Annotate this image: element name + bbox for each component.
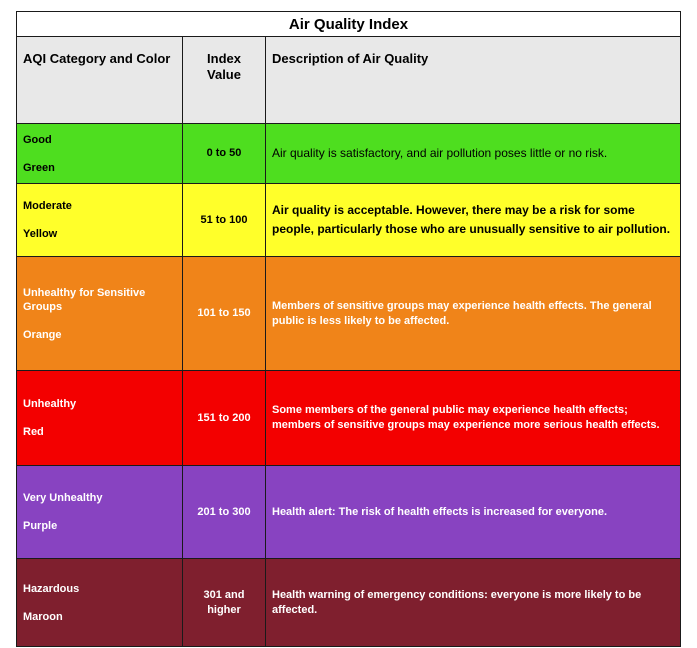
aqi-table [16, 11, 681, 647]
description: Members of sensitive groups may experience health effects. The general public is less likely to be affected. [266, 257, 681, 371]
category-cell [17, 257, 183, 371]
index-value: 201 to 300 [183, 466, 266, 559]
description: Health warning of emergency conditions: everyone is more likely to be affected. [266, 559, 681, 647]
header-index: Index Value [183, 37, 266, 124]
category-color: Maroon [23, 610, 63, 623]
table-row-moderate [17, 184, 681, 257]
category-color: Green [23, 161, 55, 174]
header-row [17, 37, 681, 124]
table-row-good [17, 124, 681, 184]
category-name: Moderate [23, 200, 72, 212]
category-name: Very Unhealthy [23, 492, 103, 504]
table-row-very-unhealthy [17, 466, 681, 559]
category-cell [17, 466, 183, 559]
category-color: Yellow [23, 228, 58, 240]
table-row-unhealthy [17, 371, 681, 466]
title-row [17, 12, 681, 37]
category-cell [17, 184, 183, 257]
category-name: Hazardous [23, 582, 80, 595]
index-value: 101 to 150 [183, 257, 266, 371]
category-cell [17, 124, 183, 184]
category-cell [17, 559, 183, 647]
index-value: 151 to 200 [183, 371, 266, 466]
category-color: Red [23, 426, 44, 438]
index-value: 0 to 50 [183, 124, 266, 184]
category-name: Unhealthy for Sensitive Groups [23, 286, 146, 313]
description: Air quality is satisfactory, and air pollution poses little or no risk. [266, 124, 681, 184]
description: Health alert: The risk of health effects is increased for everyone. [266, 466, 681, 559]
description: Some members of the general public may experience health effects; members of sensitive groups may experience more serious health effects. [266, 371, 681, 466]
table-title: Air Quality Index [17, 12, 681, 37]
category-name: Unhealthy [23, 398, 77, 410]
category-name: Good [23, 133, 52, 146]
index-value: 301 and higher [183, 559, 266, 647]
category-cell [17, 371, 183, 466]
description: Air quality is acceptable. However, there may be a risk for some people, particularly those who are unusually sensitive to air pollution. [266, 184, 681, 257]
index-value: 51 to 100 [183, 184, 266, 257]
header-description: Description of Air Quality [266, 37, 681, 124]
table-row-hazardous [17, 559, 681, 647]
table-row-unhealthy-sensitive [17, 257, 681, 371]
category-color: Orange [23, 328, 62, 341]
header-category: AQI Category and Color [17, 37, 183, 124]
category-color: Purple [23, 520, 58, 532]
